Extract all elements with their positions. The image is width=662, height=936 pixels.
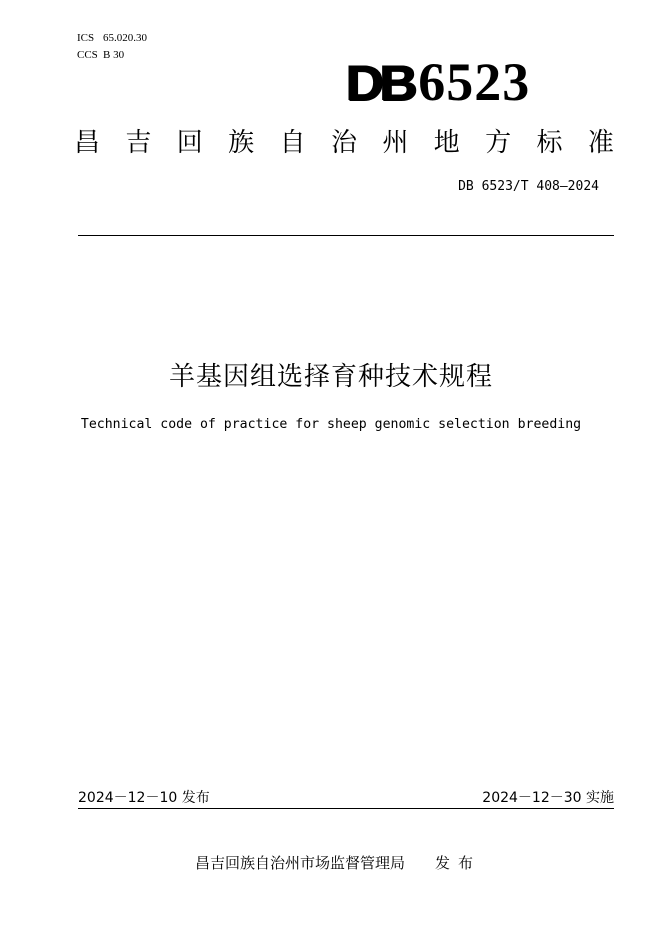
standard-type-char: 自 <box>279 128 306 158</box>
footer-divider <box>78 808 614 809</box>
ccs-value: B 30 <box>103 49 125 61</box>
standard-type-char: 标 <box>536 128 563 158</box>
standard-number: DB 6523/T 408—2024 <box>458 179 599 194</box>
standard-type-char: 族 <box>228 128 255 158</box>
standard-type-char: 治 <box>330 128 357 158</box>
document-title-chinese: 羊基因组选择育种技术规程 <box>168 362 493 392</box>
ccs-label: CCS <box>77 49 98 61</box>
standard-type-char: 方 <box>485 128 512 158</box>
standard-type-char: 州 <box>382 128 409 158</box>
implementation-date: 2024－12－30 实施 <box>482 790 614 806</box>
standard-type-char: 地 <box>433 128 460 158</box>
standard-type-char: 吉 <box>125 128 152 158</box>
issue-date: 2024－12－10 发布 <box>78 790 210 806</box>
ics-label: ICS <box>77 32 95 44</box>
publisher <box>195 852 481 874</box>
ccs-code <box>77 48 124 62</box>
standard-type-heading <box>74 126 614 160</box>
standard-type-char: 回 <box>176 128 203 158</box>
ics-code <box>77 31 147 45</box>
document-title-english: Technical code of practice for sheep genomic selection breeding <box>80 417 582 432</box>
standard-type-char: 昌 <box>74 128 101 158</box>
ics-value: 65.020.30 <box>103 32 147 44</box>
db-logo-number: 6523 <box>418 52 531 112</box>
standard-type-char: 准 <box>587 128 614 158</box>
publisher-action: 发布 <box>435 854 482 872</box>
publisher-name: 昌吉回族自治州市场监督管理局 <box>195 854 406 872</box>
header-divider <box>78 235 614 236</box>
db-logo <box>346 52 566 112</box>
db-logo-letters: DB <box>346 55 414 111</box>
